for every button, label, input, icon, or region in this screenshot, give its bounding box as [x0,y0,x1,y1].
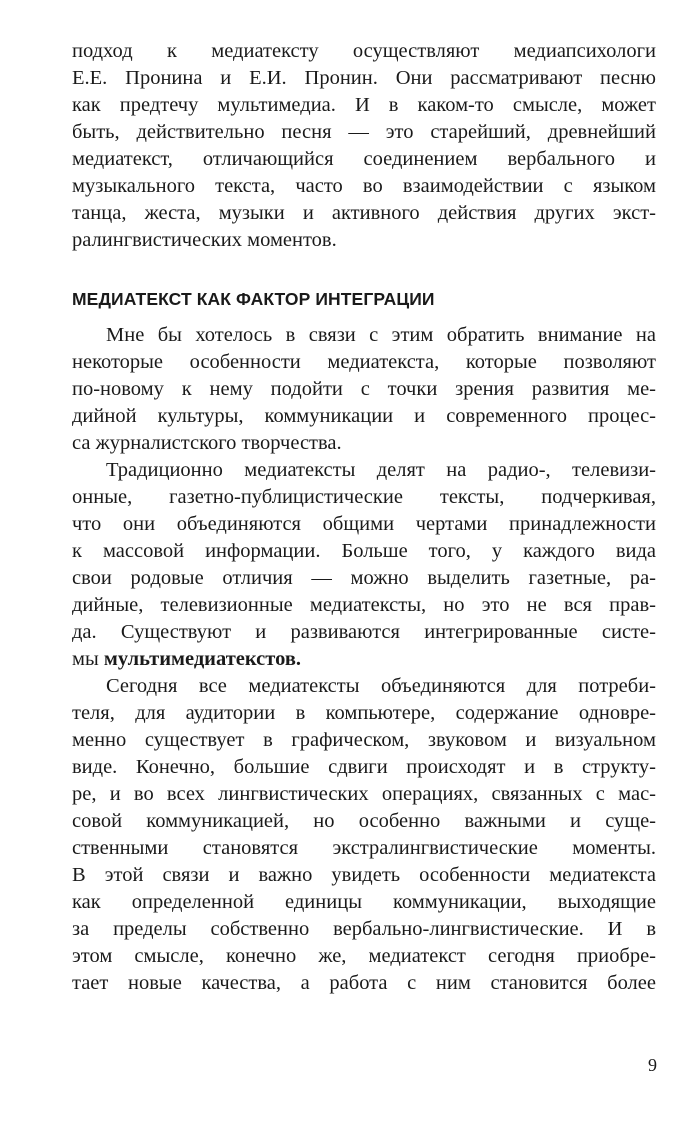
text-line: В этой связи и важно увидеть особенности медиатекста [72,864,656,886]
bold-term: мультимедиатекстов. [103,648,302,670]
text-line: Традиционно медиатексты делят на радио-, телевизи- [106,459,656,481]
text-line: за пределы собственно вербально-лингвистические. И в [72,918,656,940]
section-heading: МЕДИАТЕКСТ КАК ФАКТОР ИНТЕГРАЦИИ [72,289,435,309]
paragraph-1 [72,322,656,457]
text-line: теля, для аудитории в компьютере, содержание одновре- [72,702,656,724]
text-line: менно существует в графическом, звуковом и визуальном [72,729,656,751]
text-line: по-новому к нему подойти с точки зрения развития ме- [72,378,656,400]
text-line: некоторые особенности медиатекста, которые позволяют [72,351,656,373]
page-number: 9 [648,1055,657,1075]
text-line: дийной культуры, коммуникации и современного процес- [72,405,656,427]
text-line: как определенной единицы коммуникации, выходящие [72,891,656,913]
text-line: подход к медиатексту осуществляют медиапсихологи [72,40,656,62]
text-line: что они объединяются общими чертами принадлежности [72,513,656,535]
text-line: да. Существуют и развиваются интегрированные систе- [72,621,656,643]
text-line: Сегодня все медиатексты объединяются для потреби- [106,675,656,697]
text-line: музыкального текста, часто во взаимодействии с языком [72,175,656,197]
text-line: Е.Е. Пронина и Е.И. Пронин. Они рассматривают песню [72,67,656,89]
text-line: виде. Конечно, большие сдвиги происходят и в структу- [72,756,656,778]
paragraph-3 [72,673,656,997]
text-line: ственными становятся экстралингвистические моменты. [72,837,656,859]
text-line: са журналистского творчества. [72,432,342,454]
paragraph-2 [72,457,656,673]
text-line: дийные, телевизионные медиатексты, но это не вся прав- [72,594,656,616]
page-body [72,38,656,997]
text-span: мы [72,648,104,670]
intro-paragraph [72,38,656,254]
text-line: ре, и во всех лингвистических операциях, связанных с мас- [72,783,656,805]
text-line: танца, жеста, музыки и активного действия других экст- [72,202,656,224]
text-line [72,646,656,673]
text-line: ралингвистических моментов. [72,229,337,251]
text-line: Мне бы хотелось в связи с этим обратить внимание на [106,324,656,346]
text-line: свои родовые отличия — можно выделить газетные, ра- [72,567,656,589]
text-line: медиатекст, отличающийся соединением вербального и [72,148,656,170]
text-line: совой коммуникацией, но особенно важными и суще- [72,810,656,832]
text-line: к массовой информации. Больше того, у каждого вида [72,540,656,562]
text-line: этом смысле, конечно же, медиатекст сегодня приобре- [72,945,656,967]
text-line: онные, газетно-публицистические тексты, подчеркивая, [72,486,656,508]
text-line: как предтечу мультимедиа. И в каком-то смысле, может [72,94,656,116]
text-line: тает новые качества, а работа с ним становится более [72,972,656,994]
text-line: быть, действительно песня — это старейший, древнейший [72,121,656,143]
